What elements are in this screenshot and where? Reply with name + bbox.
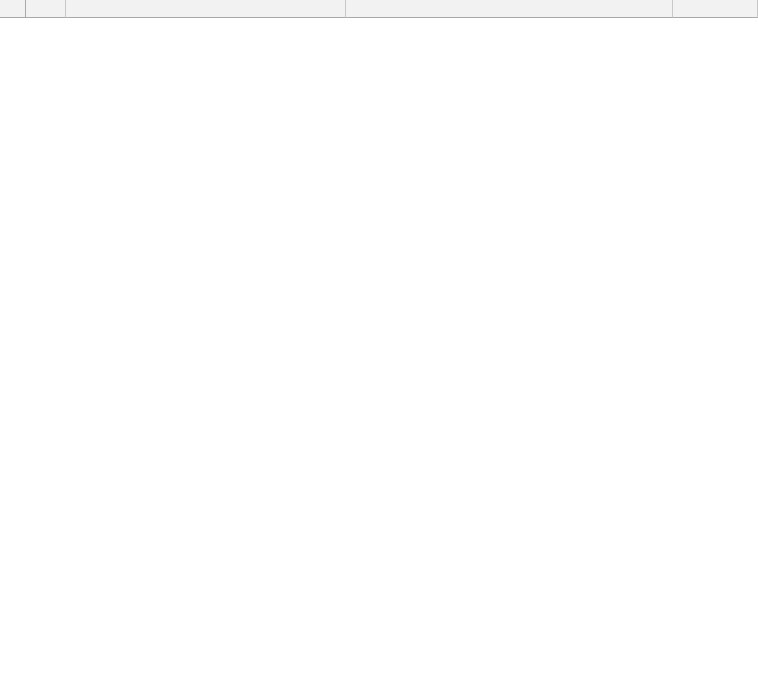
select-all-corner[interactable] (0, 0, 26, 18)
column-header-b[interactable] (66, 0, 346, 18)
column-header-d[interactable] (673, 0, 758, 18)
column-header-c[interactable] (346, 0, 673, 18)
column-header-a[interactable] (26, 0, 66, 18)
